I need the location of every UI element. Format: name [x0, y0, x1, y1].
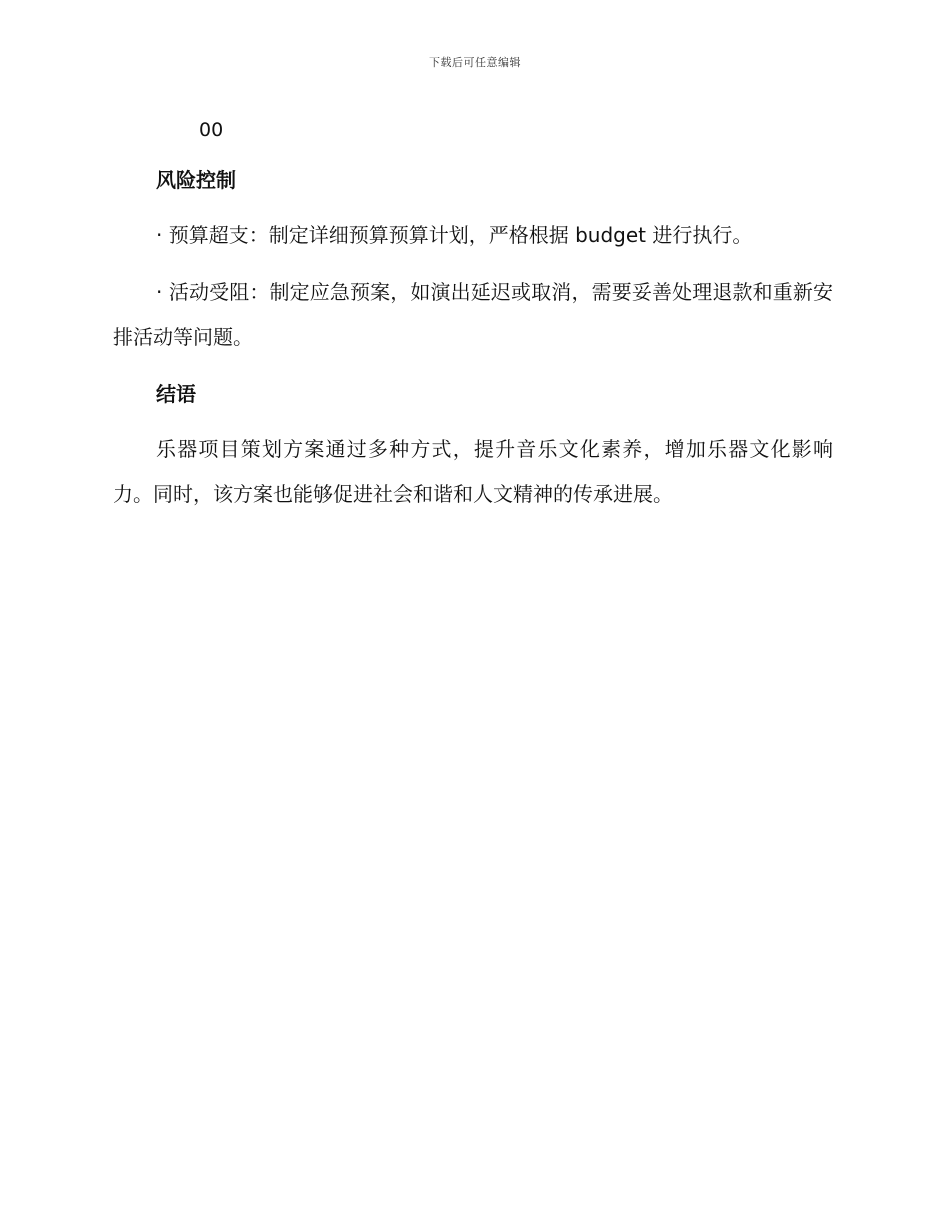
document-body	[113, 114, 833, 517]
section-heading-conclusion: 结语	[156, 382, 196, 406]
paragraph-event-blocked: · 活动受阻：制定应急预案，如演出延迟或取消，需要妥善处理退款和重新安排活动等问题。	[113, 280, 833, 349]
paragraph-conclusion: 乐器项目策划方案通过多种方式，提升音乐文化素养，增加乐器文化影响力。同时，该方案也能够促进社会和谐和人文精神的传承进展。	[113, 437, 833, 506]
page-header-note: 下载后可任意编辑	[429, 56, 521, 69]
paragraph-budget-overrun: · 预算超支：制定详细预算预算计划，严格根据 budget 进行执行。	[156, 223, 753, 247]
section-heading-risk-control: 风险控制	[156, 168, 236, 192]
page-number: 00	[199, 119, 224, 141]
